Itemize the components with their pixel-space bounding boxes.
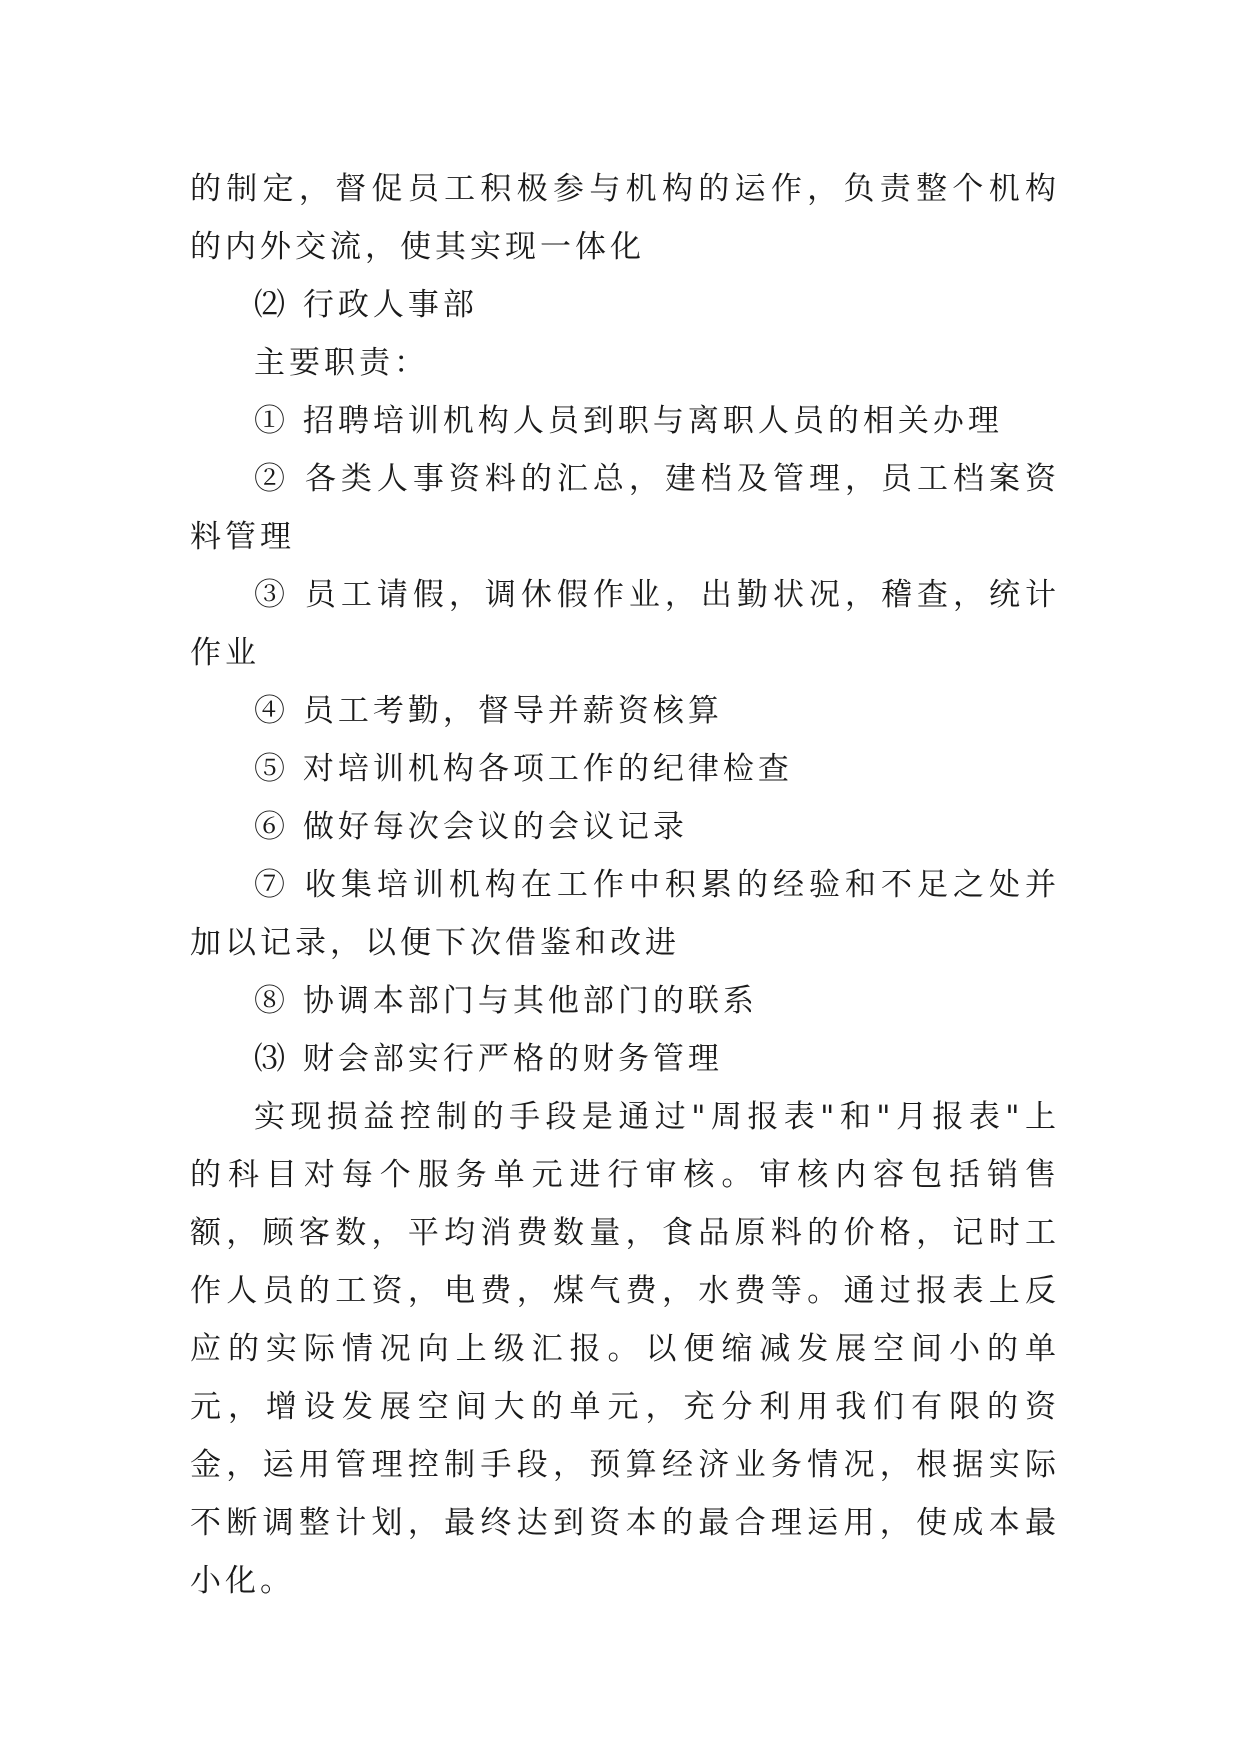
list-item: ⑧ 协调本部门与其他部门的联系 <box>254 983 758 1019</box>
list-item: ④ 员工考勤，督导并薪资核算 <box>254 693 723 729</box>
document-body <box>190 160 1060 1610</box>
list-item: ① 招聘培训机构人员到职与离职人员的相关办理 <box>254 403 1003 439</box>
responsibilities-label: 主要职责： <box>254 345 429 381</box>
heading-admin-hr-department: ⑵ 行政人事部 <box>254 287 478 323</box>
list-item: ③ 员工请假，调休假作业，出勤状况，稽查，统计作业 <box>190 577 1060 671</box>
list-item: ⑤ 对培训机构各项工作的纪律检查 <box>254 751 793 787</box>
list-item: ⑥ 做好每次会议的会议记录 <box>254 809 688 845</box>
paragraph-continuation: 的制定，督促员工积极参与机构的运作，负责整个机构的内外交流，使其实现一体化 <box>190 171 1060 265</box>
list-item: ⑦ 收集培训机构在工作中积累的经验和不足之处并加以记录，以便下次借鉴和改进 <box>190 867 1060 961</box>
heading-finance-department: ⑶ 财会部实行严格的财务管理 <box>254 1041 723 1077</box>
paragraph-cost-control: 实现损益控制的手段是通过"周报表"和"月报表"上的科目对每个服务单元进行审核。审核内容包括销售额，顾客数，平均消费数量，食品原料的价格，记时工作人员的工资，电费，煤气费，水费等。通过报表上反应的实际情况向上级汇报。以便缩减发展空间小的单元，增设发展空间大的单元，充分利用我们有限的资金，运用管理控制手段，预算经济业务情况，根据实际不断调整计划，最终达到资本的最合理运用，使成本最小化。 <box>190 1099 1060 1599</box>
list-item: ② 各类人事资料的汇总，建档及管理，员工档案资料管理 <box>190 461 1060 555</box>
